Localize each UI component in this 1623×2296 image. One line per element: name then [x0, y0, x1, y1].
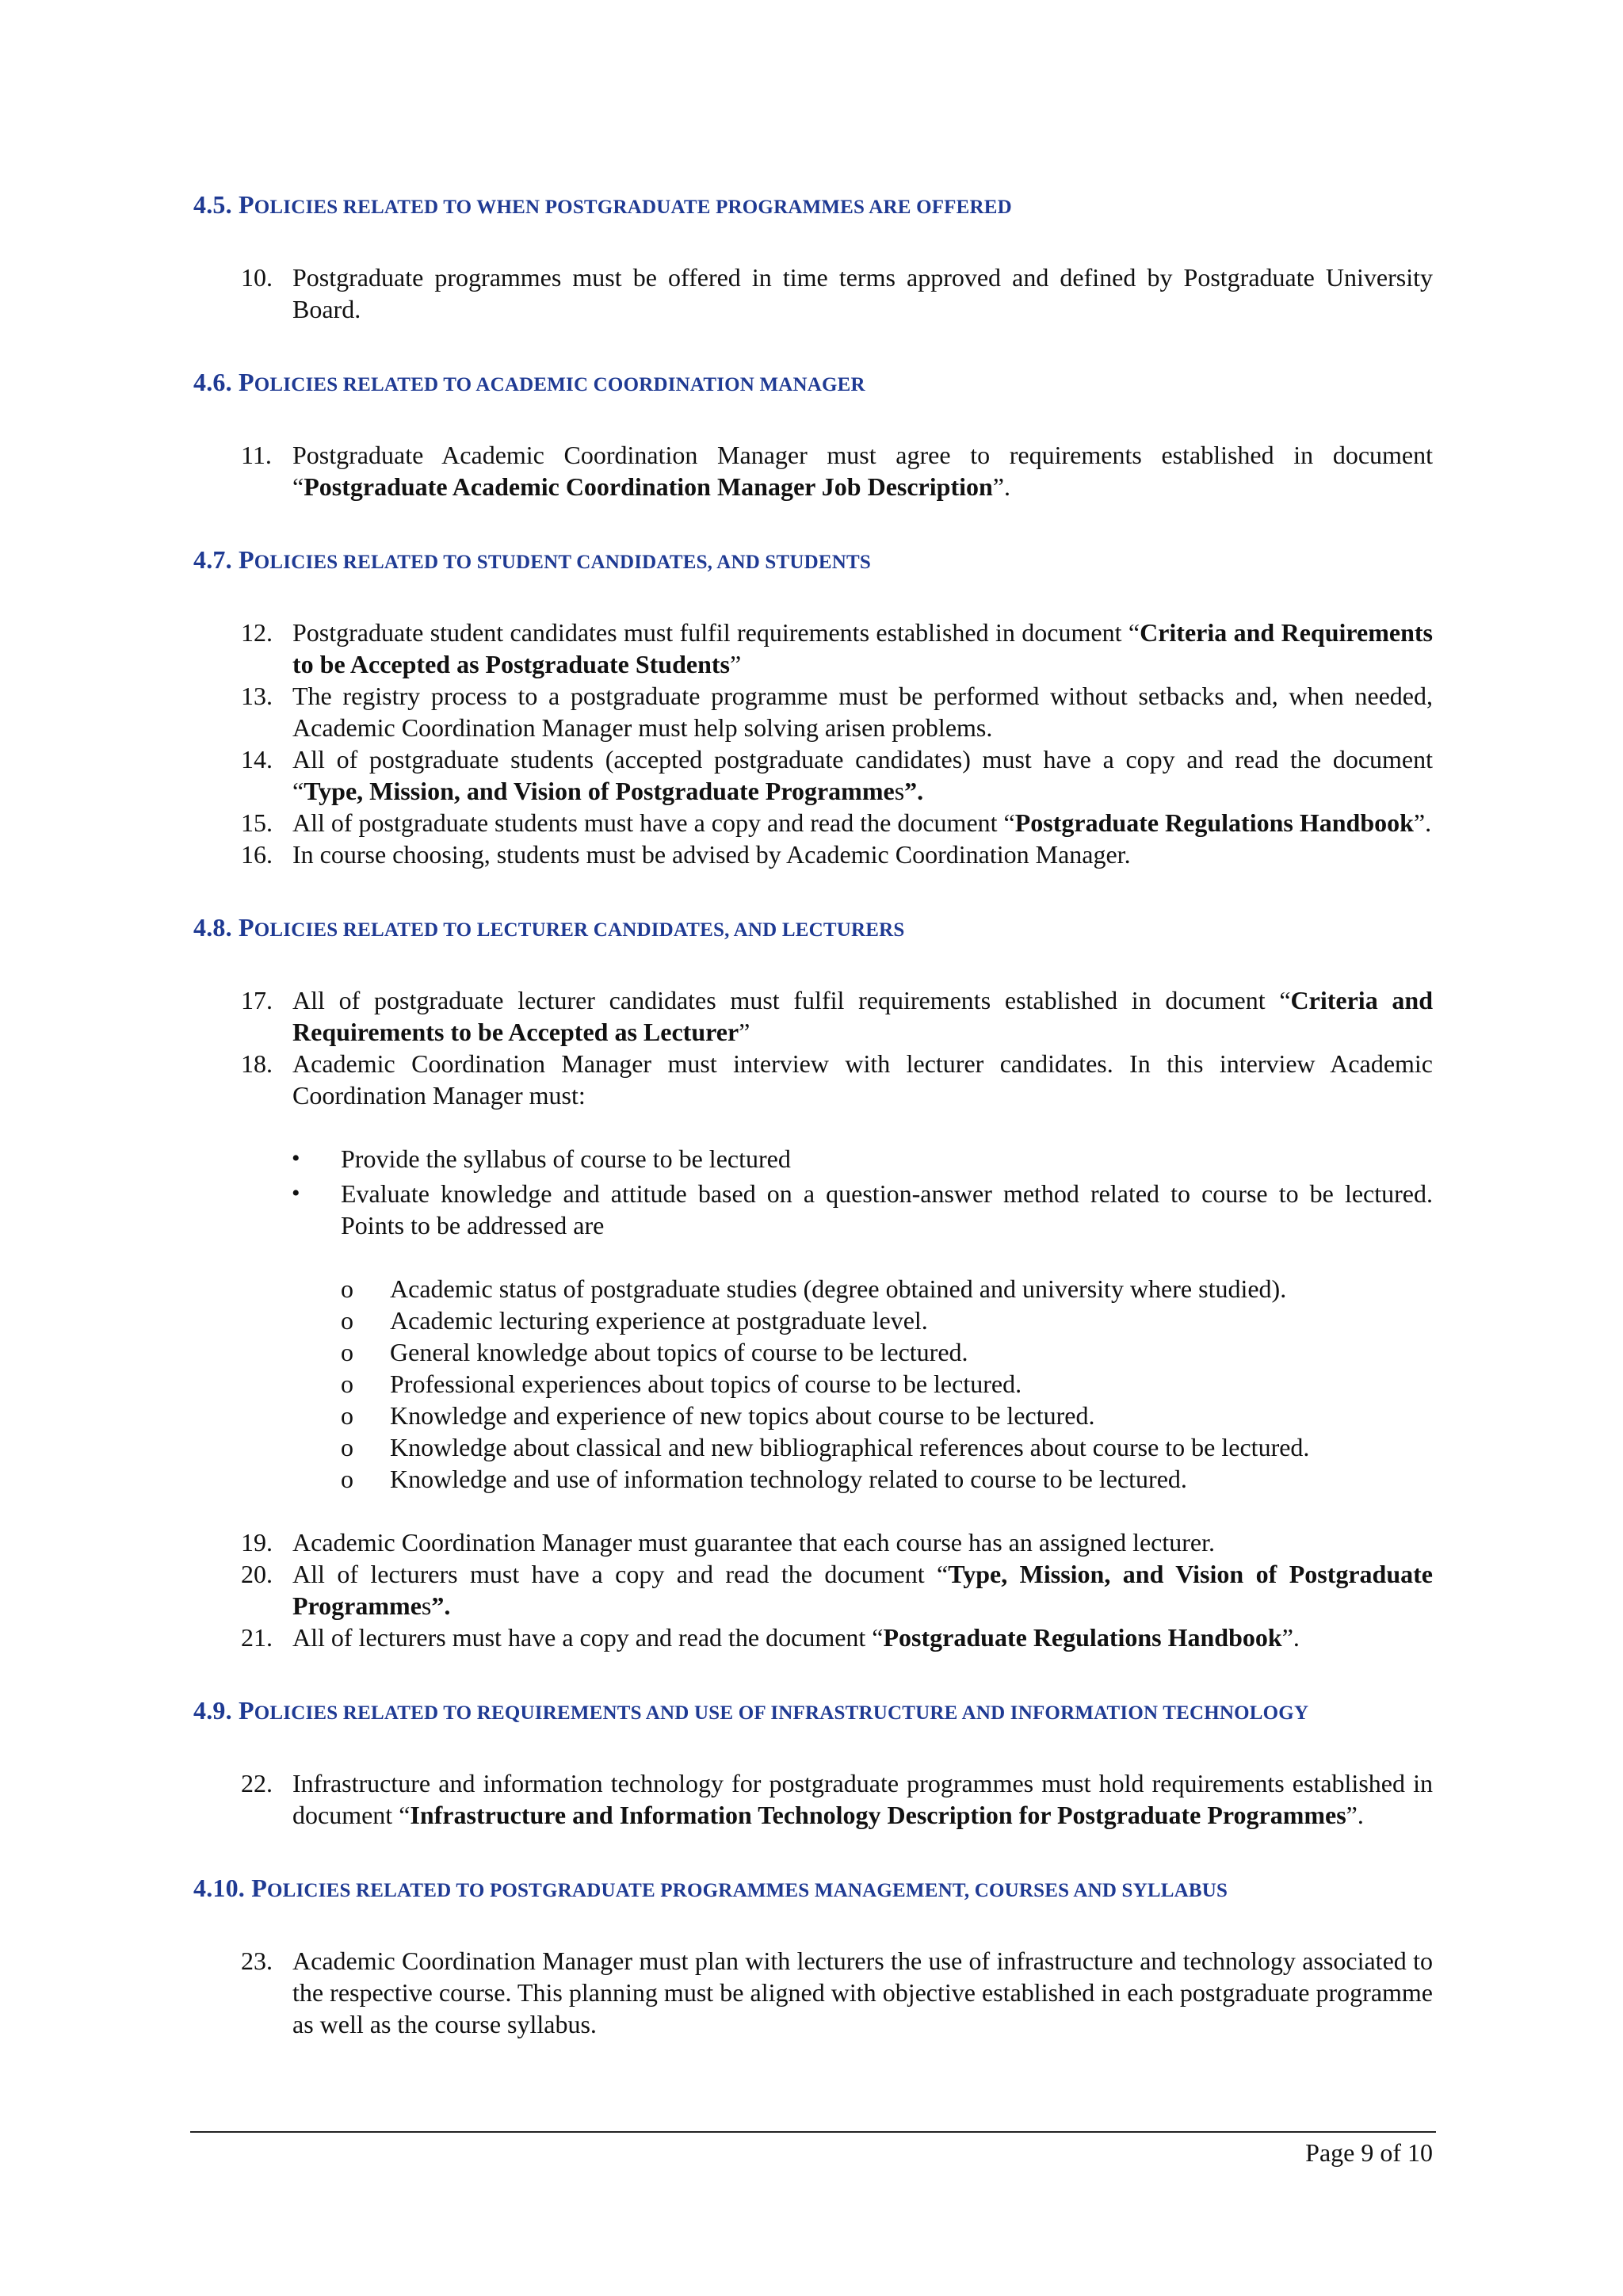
document-title: Criteria and Requirements to be Accepted as Postgraduate Students: [292, 618, 1434, 678]
heading-initial: P: [239, 545, 254, 574]
section-4-10: [193, 1872, 1433, 2040]
sub-bullet-marker: o: [341, 1306, 353, 1335]
sub-bullet-marker: o: [341, 1370, 353, 1398]
sub-bullet-text: Academic status of postgraduate studies (degree obtained and university where studied).: [390, 1274, 1287, 1303]
heading-text: OLICIES RELATED TO STUDENT CANDIDATES, AND STUDENTS: [254, 552, 872, 573]
document-title: Type, Mission, and Vision of Postgraduate Programme: [304, 777, 895, 805]
item-number: 17.: [241, 986, 273, 1014]
sub-bullet-item: [193, 1431, 1433, 1463]
section-4-6: [193, 366, 1433, 502]
item-text-end: ”.: [1413, 808, 1432, 837]
section-number: 4.9.: [193, 1696, 239, 1725]
item-number: 16.: [241, 840, 273, 869]
heading-text: OLICIES RELATED TO REQUIREMENTS AND USE OF INFRASTRUCTURE AND INFORMATION TECHNOLOGY: [254, 1702, 1309, 1724]
section-heading: [193, 1694, 1433, 1729]
section-heading: [193, 189, 1433, 223]
sub-bullet-text: Knowledge and experience of new topics about course to be lectured.: [390, 1401, 1095, 1430]
item-text-end: ”.: [431, 1591, 451, 1620]
sub-bullet-text: Knowledge and use of information technology related to course to be lectured.: [390, 1465, 1187, 1493]
document-title: Type, Mission, and Vision of Postgraduate Programme: [292, 1560, 1434, 1620]
sub-bullet-marker: o: [341, 1401, 353, 1430]
item-number: 18.: [241, 1049, 273, 1078]
sub-bullet-text: Academic lecturing experience at postgraduate level.: [390, 1306, 928, 1335]
heading-initial: P: [239, 1696, 254, 1725]
bullet-item: [193, 1178, 1433, 1241]
item-number: 22.: [241, 1769, 273, 1797]
list-item: [193, 1767, 1433, 1831]
heading-initial: P: [239, 190, 254, 219]
bullet-item: [193, 1143, 1433, 1175]
item-text: Infrastructure and information technology for postgraduate programmes must hold requirements established in document “: [292, 1769, 1433, 1829]
item-text: All of postgraduate students (accepted postgraduate candidates) must have a copy and read the document “: [292, 745, 1433, 805]
section-4-7: [193, 544, 1433, 870]
sub-bullet-marker: o: [341, 1274, 353, 1303]
item-text: Postgraduate programmes must be offered in time terms approved and defined by Postgraduate University Board.: [292, 263, 1433, 323]
item-text: The registry process to a postgraduate programme must be performed without setbacks and, when needed, Academic Coordination Manager must help solving arisen problems.: [292, 682, 1433, 742]
heading-initial: P: [251, 1874, 267, 1902]
section-number: 4.8.: [193, 913, 239, 942]
item-text-end: ”: [739, 1018, 750, 1046]
sub-bullet-marker: o: [341, 1465, 353, 1493]
section-number: 4.10.: [193, 1874, 252, 1902]
item-text-end: ”.: [904, 777, 924, 805]
document-title: Postgraduate Regulations Handbook: [1014, 808, 1414, 837]
list-item: [193, 1048, 1433, 1111]
sub-bullet-list: [193, 1273, 1433, 1495]
bullet-text: Evaluate knowledge and attitude based on a question-answer method related to course to be lectured. Points to be addressed are: [341, 1179, 1433, 1240]
heading-text: OLICIES RELATED TO WHEN POSTGRADUATE PROGRAMMES ARE OFFERED: [254, 197, 1012, 218]
heading-text: OLICIES RELATED TO LECTURER CANDIDATES, AND LECTURERS: [254, 919, 905, 941]
list-item: [193, 617, 1433, 680]
sub-bullet-text: General knowledge about topics of course to be lectured.: [390, 1338, 968, 1366]
item-number: 11.: [241, 441, 272, 469]
list-item: [193, 743, 1433, 807]
list-item: [193, 839, 1433, 870]
item-text: Academic Coordination Manager must plan with lecturers the use of infrastructure and technology associated to the respective course. This planning must be aligned with objective established in each postgraduate programme as well as the course syllabus.: [292, 1946, 1433, 2038]
sub-bullet-item: [193, 1400, 1433, 1431]
item-text: All of lecturers must have a copy and read the document “: [292, 1560, 949, 1588]
item-number: 13.: [241, 682, 273, 710]
item-text-end: ”: [729, 650, 742, 678]
section-heading: [193, 1872, 1433, 1907]
sub-bullet-marker: o: [341, 1433, 353, 1461]
item-number: 10.: [241, 263, 273, 292]
item-text-end: ”.: [992, 472, 1010, 501]
section-heading: [193, 544, 1433, 579]
item-text: In course choosing, students must be advised by Academic Coordination Manager.: [292, 840, 1131, 869]
list-item: [193, 1945, 1433, 2040]
document-title: Criteria and Requirements to be Accepted as Lecturer: [292, 986, 1434, 1046]
sub-bullet-marker: o: [341, 1338, 353, 1366]
item-text-mid: s: [894, 777, 905, 805]
heading-initial: P: [239, 913, 254, 942]
item-text-end: ”.: [1281, 1623, 1300, 1652]
heading-text: OLICIES RELATED TO POSTGRADUATE PROGRAMMES MANAGEMENT, COURSES AND SYLLABUS: [266, 1880, 1228, 1901]
section-4-5: [193, 189, 1433, 325]
list-item: [193, 680, 1433, 743]
document-title: Infrastructure and Information Technology Description for Postgraduate Programmes: [410, 1801, 1346, 1829]
bullet-marker: •: [292, 1145, 300, 1171]
sub-bullet-item: [193, 1305, 1433, 1336]
item-number: 15.: [241, 808, 273, 837]
document-title: Postgraduate Academic Coordination Manager Job Description: [304, 472, 993, 501]
section-heading: [193, 911, 1433, 946]
section-number: 4.7.: [193, 545, 239, 574]
list-item: [193, 439, 1433, 502]
sub-bullet-text: Professional experiences about topics of course to be lectured.: [390, 1370, 1022, 1398]
heading-initial: P: [239, 368, 254, 396]
section-number: 4.5.: [193, 190, 239, 219]
list-item: [193, 1622, 1433, 1653]
item-text: Academic Coordination Manager must guarantee that each course has an assigned lecturer.: [292, 1528, 1215, 1557]
item-text-mid: s: [421, 1591, 432, 1620]
bullet-list: [193, 1143, 1433, 1241]
item-number: 12.: [241, 618, 273, 647]
item-number: 14.: [241, 745, 273, 774]
footer-divider: [190, 2131, 1436, 2133]
document-title: Postgraduate Regulations Handbook: [883, 1623, 1282, 1652]
item-text: All of postgraduate lecturer candidates must fulfil requirements established in document “: [292, 986, 1291, 1014]
list-item: [193, 1558, 1433, 1622]
item-text: All of postgraduate students must have a copy and read the document “: [292, 808, 1015, 837]
item-number: 21.: [241, 1623, 273, 1652]
item-number: 19.: [241, 1528, 273, 1557]
section-number: 4.6.: [193, 368, 239, 396]
item-number: 23.: [241, 1946, 273, 1975]
section-4-8: [193, 911, 1433, 1653]
item-number: 20.: [241, 1560, 273, 1588]
bullet-marker: •: [292, 1180, 300, 1206]
item-text: Postgraduate Academic Coordination Manager must agree to requirements established in document “: [292, 441, 1433, 501]
sub-bullet-text: Knowledge about classical and new bibliographical references about course to be lectured.: [390, 1433, 1310, 1461]
list-item: [193, 807, 1433, 839]
sub-bullet-item: [193, 1336, 1433, 1368]
section-4-9: [193, 1694, 1433, 1831]
page-number: Page 9 of 10: [1305, 2138, 1433, 2167]
list-item: [193, 1526, 1433, 1558]
sub-bullet-item: [193, 1368, 1433, 1400]
item-text-end: ”.: [1346, 1801, 1364, 1829]
section-heading: [193, 366, 1433, 401]
heading-text: OLICIES RELATED TO ACADEMIC COORDINATION MANAGER: [254, 374, 865, 395]
bullet-text: Provide the syllabus of course to be lectured: [341, 1144, 791, 1173]
sub-bullet-item: [193, 1273, 1433, 1305]
item-text: All of lecturers must have a copy and read the document “: [292, 1623, 884, 1652]
list-item: [193, 984, 1433, 1048]
item-text: Academic Coordination Manager must interview with lecturer candidates. In this interview Academic Coordination Manager must:: [292, 1049, 1433, 1110]
item-text: Postgraduate student candidates must fulfil requirements established in document “: [292, 618, 1140, 647]
document-body: [193, 189, 1433, 2040]
list-item: [193, 262, 1433, 325]
sub-bullet-item: [193, 1463, 1433, 1495]
